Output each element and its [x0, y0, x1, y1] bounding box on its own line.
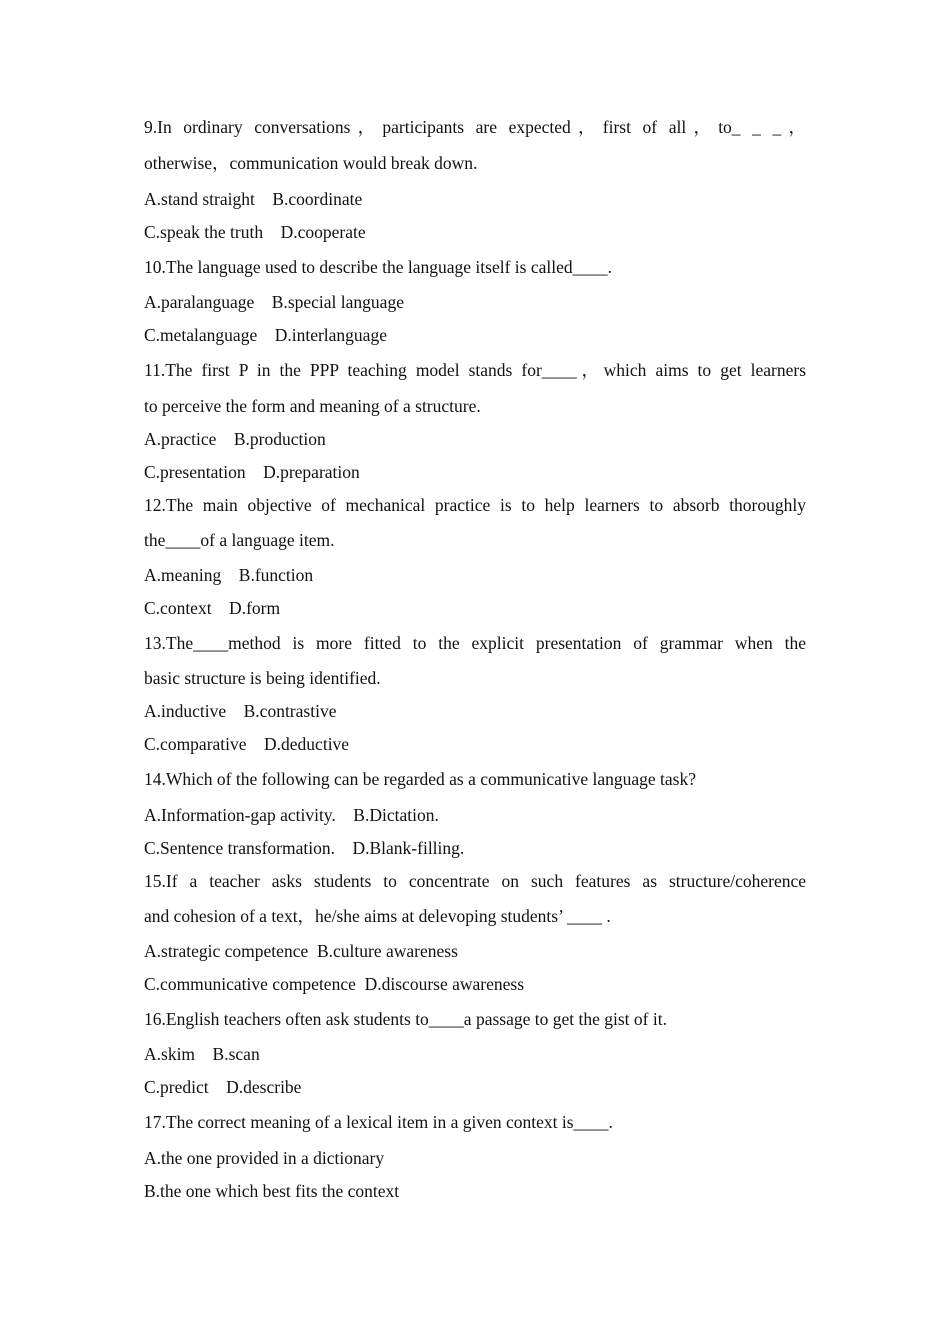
question-10-options-ab: A.paralanguage B.special language — [144, 292, 404, 312]
question-9-options-cd: C.speak the truth D.cooperate — [144, 222, 366, 242]
question-14-options-cd: C.Sentence transformation. D.Blank-filling. — [144, 838, 465, 858]
question-9-stem-line-1: 9.In ordinary conversations，participants are expected，first of all，to_ _ _， — [144, 117, 806, 137]
question-12-stem-line-2: the____of a language item. — [144, 530, 335, 550]
question-15-options-ab: A.strategic competence B.culture awareness — [144, 941, 458, 961]
question-9-options-ab: A.stand straight B.coordinate — [144, 189, 363, 209]
question-12-options-cd: C.context D.form — [144, 598, 281, 618]
question-13-stem-line-2: basic structure is being identified. — [144, 668, 381, 688]
question-15-stem-line-2: and cohesion of a text，he/she aims at delevoping students’ ____ . — [144, 906, 611, 926]
question-14-stem: 14.Which of the following can be regarded as a communicative language task? — [144, 769, 697, 789]
question-13-options-ab: A.inductive B.contrastive — [144, 701, 337, 721]
question-11-options-ab: A.practice B.production — [144, 429, 326, 449]
question-11-stem-line-2: to perceive the form and meaning of a structure. — [144, 396, 481, 416]
question-16-options-ab: A.skim B.scan — [144, 1044, 260, 1064]
question-13-options-cd: C.comparative D.deductive — [144, 734, 350, 754]
question-10-options-cd: C.metalanguage D.interlanguage — [144, 325, 387, 345]
question-17-option-b: B.the one which best fits the context — [144, 1181, 400, 1201]
question-17-option-a: A.the one provided in a dictionary — [144, 1148, 385, 1168]
question-10-stem: 10.The language used to describe the language itself is called____. — [144, 257, 612, 277]
question-14-options-ab: A.Information-gap activity. B.Dictation. — [144, 805, 439, 825]
question-12-options-ab: A.meaning B.function — [144, 565, 314, 585]
question-17-stem: 17.The correct meaning of a lexical item in a given context is____. — [144, 1112, 613, 1132]
question-15-options-cd: C.communicative competence D.discourse awareness — [144, 974, 525, 994]
question-12-stem-line-1: 12.The main objective of mechanical practice is to help learners to absorb thoroughly — [144, 495, 806, 515]
question-15-stem-line-1: 15.If a teacher asks students to concentrate on such features as structure/coherence — [144, 871, 806, 891]
question-11-options-cd: C.presentation D.preparation — [144, 462, 360, 482]
question-13-stem-line-1: 13.The____method is more fitted to the explicit presentation of grammar when the — [144, 633, 806, 653]
question-16-options-cd: C.predict D.describe — [144, 1077, 302, 1097]
question-11-stem-line-1: 11.The first P in the PPP teaching model stands for____，which aims to get learners — [144, 360, 806, 380]
question-9-stem-line-2: otherwise，communication would break down. — [144, 153, 478, 173]
question-16-stem: 16.English teachers often ask students to____a passage to get the gist of it. — [144, 1009, 667, 1029]
